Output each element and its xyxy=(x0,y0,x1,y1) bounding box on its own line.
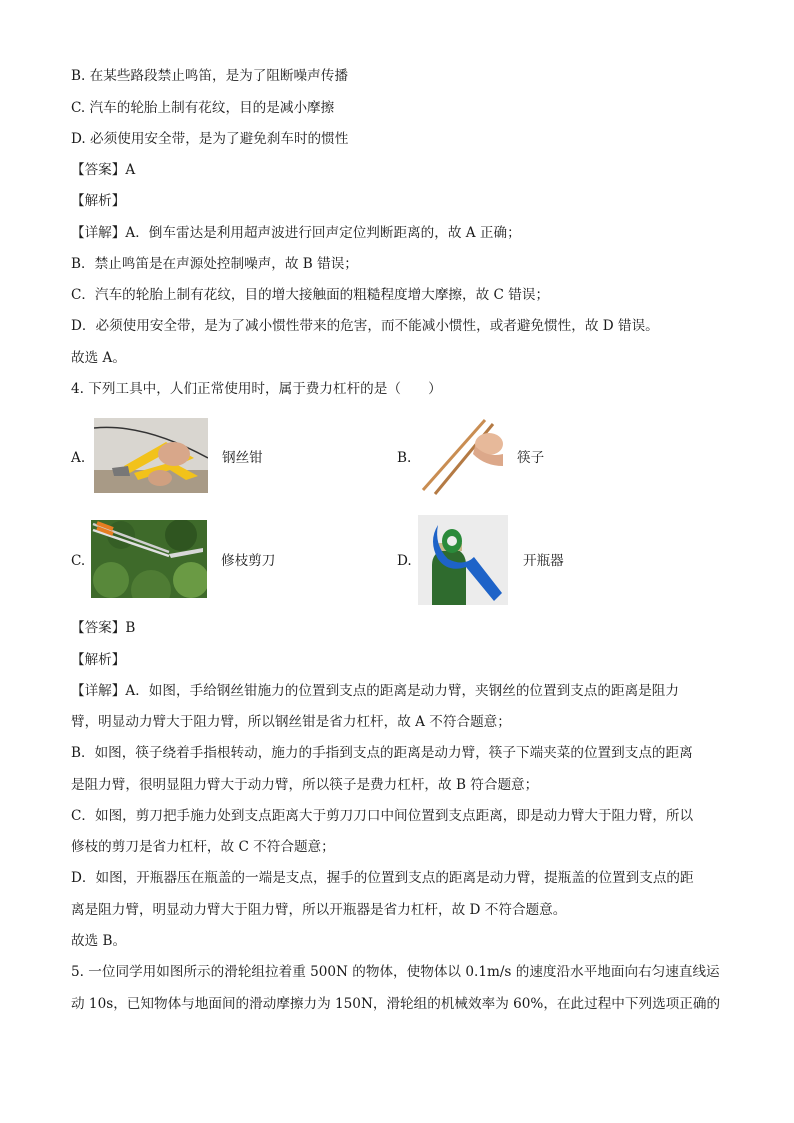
question-5-stem: 动 10s，已知物体与地面间的滑动摩擦力为 150N，滑轮组的机械效率为 60%，在此过程中下列选项正确的 xyxy=(71,996,721,1012)
option-b-text: 筷子 xyxy=(517,450,545,466)
explanation-line: C．如图，剪刀把手施力处到支点距离大于剪刀刀口中间位置到支点距离，即是动力臂大于阻力臂，所以 xyxy=(71,808,694,824)
explanation-line: 修枝的剪刀是省力杠杆，故 C 不符合题意； xyxy=(71,839,335,855)
answer-line: 【答案】B xyxy=(71,620,136,636)
conclusion-line: 故选 B。 xyxy=(71,933,127,949)
explanation-line: 【详解】A．如图，手给钢丝钳施力的位置到支点的距离是动力臂，夹钢丝的位置到支点的距离是阻力 xyxy=(71,683,679,699)
question-5-stem: 5. 一位同学用如图所示的滑轮组拉着重 500N 的物体，使物体以 0.1m/s 的速度沿水平地面向右匀速直线运 xyxy=(71,964,720,980)
analysis-heading: 【解析】 xyxy=(71,652,126,668)
explanation-line: 臂，明显动力臂大于阻力臂，所以钢丝钳是省力杠杆，故 A 不符合题意； xyxy=(71,714,511,730)
explanation-line: C．汽车的轮胎上制有花纹，目的增大接触面的粗糙程度增大摩擦，故 C 错误； xyxy=(71,287,550,303)
option-d-label: D. xyxy=(397,553,412,569)
option-a-text: 钢丝钳 xyxy=(222,450,263,466)
explanation-line: B．如图，筷子绕着手指根转动，施力的手指到支点的距离是动力臂，筷子下端夹菜的位置到支点的距离 xyxy=(71,745,693,761)
pliers-photo-icon xyxy=(94,418,208,493)
explanation-line: 离是阻力臂，明显动力臂大于阻力臂，所以开瓶器是省力杠杆，故 D 不符合题意。 xyxy=(71,902,567,918)
option-d-text: 开瓶器 xyxy=(523,553,564,569)
explanation-line: D．如图，开瓶器压在瓶盖的一端是支点，握手的位置到支点的距离是动力臂，提瓶盖的位置到支点的距 xyxy=(71,870,694,886)
question-4-stem: 4. 下列工具中，人们正常使用时，属于费力杠杆的是（ ） xyxy=(71,381,442,397)
option-d-line: D. 必须使用安全带，是为了避免刹车时的惯性 xyxy=(71,131,349,147)
chopsticks-photo-icon xyxy=(419,416,504,496)
option-b-label: B. xyxy=(397,450,412,466)
bottle-opener-photo-icon xyxy=(418,515,508,605)
option-b-line: B. 在某些路段禁止鸣笛，是为了阻断噪声传播 xyxy=(71,68,348,84)
option-c-label: C. xyxy=(71,553,86,569)
option-c-line: C. 汽车的轮胎上制有花纹，目的是减小摩擦 xyxy=(71,100,335,116)
explanation-line: 是阻力臂，很明显阻力臂大于动力臂，所以筷子是费力杠杆，故 B 符合题意； xyxy=(71,777,539,793)
option-a-label: A. xyxy=(71,450,86,466)
explanation-line: B．禁止鸣笛是在声源处控制噪声，故 B 错误； xyxy=(71,256,358,272)
option-c-text: 修枝剪刀 xyxy=(221,553,276,569)
pruning-shears-photo-icon xyxy=(91,520,207,598)
answer-line: 【答案】A xyxy=(71,162,136,178)
explanation-line: 【详解】A．倒车雷达是利用超声波进行回声定位判断距离的，故 A 正确； xyxy=(71,225,521,241)
conclusion-line: 故选 A。 xyxy=(71,350,126,366)
analysis-heading: 【解析】 xyxy=(71,193,126,209)
explanation-line: D．必须使用安全带，是为了减小惯性带来的危害，而不能减小惯性，或者避免惯性，故 D 错误。 xyxy=(71,318,659,334)
